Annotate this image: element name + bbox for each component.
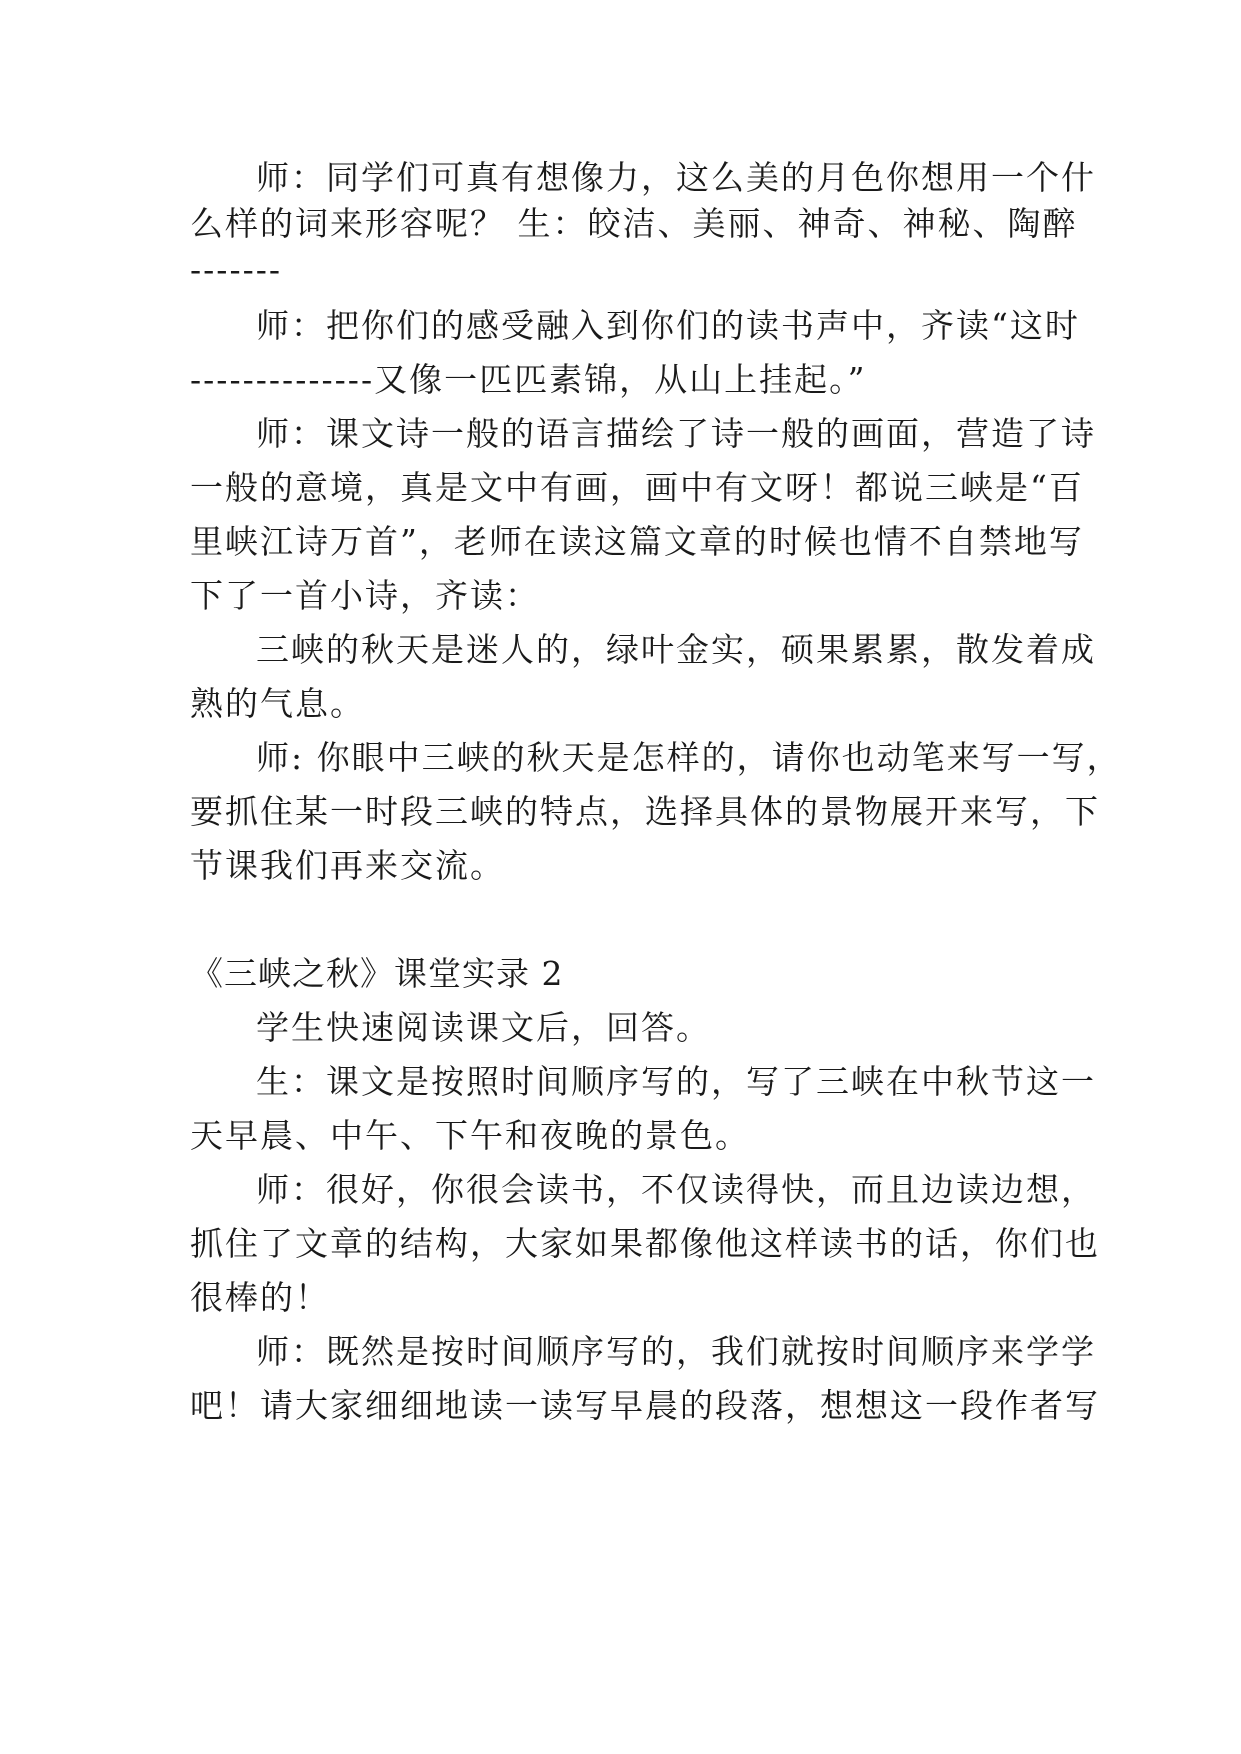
paragraph-line: 师：既然是按时间顺序写的，我们就按时间顺序来学学 bbox=[256, 1332, 1096, 1371]
paragraph-line: 么样的词来形容呢？ 生：皎洁、美丽、神奇、神秘、陶醉 bbox=[190, 204, 1078, 243]
paragraph-line: 天早晨、中午、下午和夜晚的景色。 bbox=[190, 1116, 750, 1155]
paragraph-line: 三峡的秋天是迷人的，绿叶金实，硕果累累，散发着成 bbox=[256, 630, 1096, 669]
paragraph-line: 师: 你眼中三峡的秋天是怎样的，请你也动笔来写一写， bbox=[256, 738, 1122, 777]
section-heading: 《三峡之秋》课堂实录 2 bbox=[190, 954, 564, 993]
paragraph-line: 师：很好，你很会读书，不仅读得快，而且边读边想， bbox=[256, 1170, 1096, 1209]
paragraph-line: 熟的气息。 bbox=[190, 684, 365, 723]
paragraph-line: 要抓住某一时段三峡的特点，选择具体的景物展开来写，下 bbox=[190, 792, 1100, 831]
paragraph-line: --------------又像一匹匹素锦，从山上挂起。” bbox=[190, 360, 867, 399]
paragraph-line: 里峡江诗万首”，老师在读这篇文章的时候也情不自禁地写 bbox=[190, 522, 1084, 561]
paragraph-line: 学生快速阅读课文后，回答。 bbox=[256, 1008, 711, 1047]
paragraph-line: 师：把你们的感受融入到你们的读书声中，齐读“这时 bbox=[256, 306, 1080, 345]
paragraph-line: 生：课文是按照时间顺序写的，写了三峡在中秋节这一 bbox=[256, 1062, 1096, 1101]
paragraph-line: 抓住了文章的结构，大家如果都像他这样读书的话，你们也 bbox=[190, 1224, 1100, 1263]
paragraph-line: 吧！请大家细细地读一读写早晨的段落，想想这一段作者写 bbox=[190, 1386, 1100, 1425]
paragraph-line: 一般的意境，真是文中有画，画中有文呀！都说三峡是“百 bbox=[190, 468, 1084, 507]
paragraph-line: 师：同学们可真有想像力，这么美的月色你想用一个什 bbox=[256, 158, 1096, 197]
paragraph-line: 很棒的！ bbox=[190, 1278, 330, 1317]
paragraph-line: 节课我们再来交流。 bbox=[190, 846, 505, 885]
paragraph-line: 师：课文诗一般的语言描绘了诗一般的画面，营造了诗 bbox=[256, 414, 1096, 453]
paragraph-line: 下了一首小诗，齐读： bbox=[190, 576, 540, 615]
paragraph-line: ------- bbox=[190, 250, 283, 289]
